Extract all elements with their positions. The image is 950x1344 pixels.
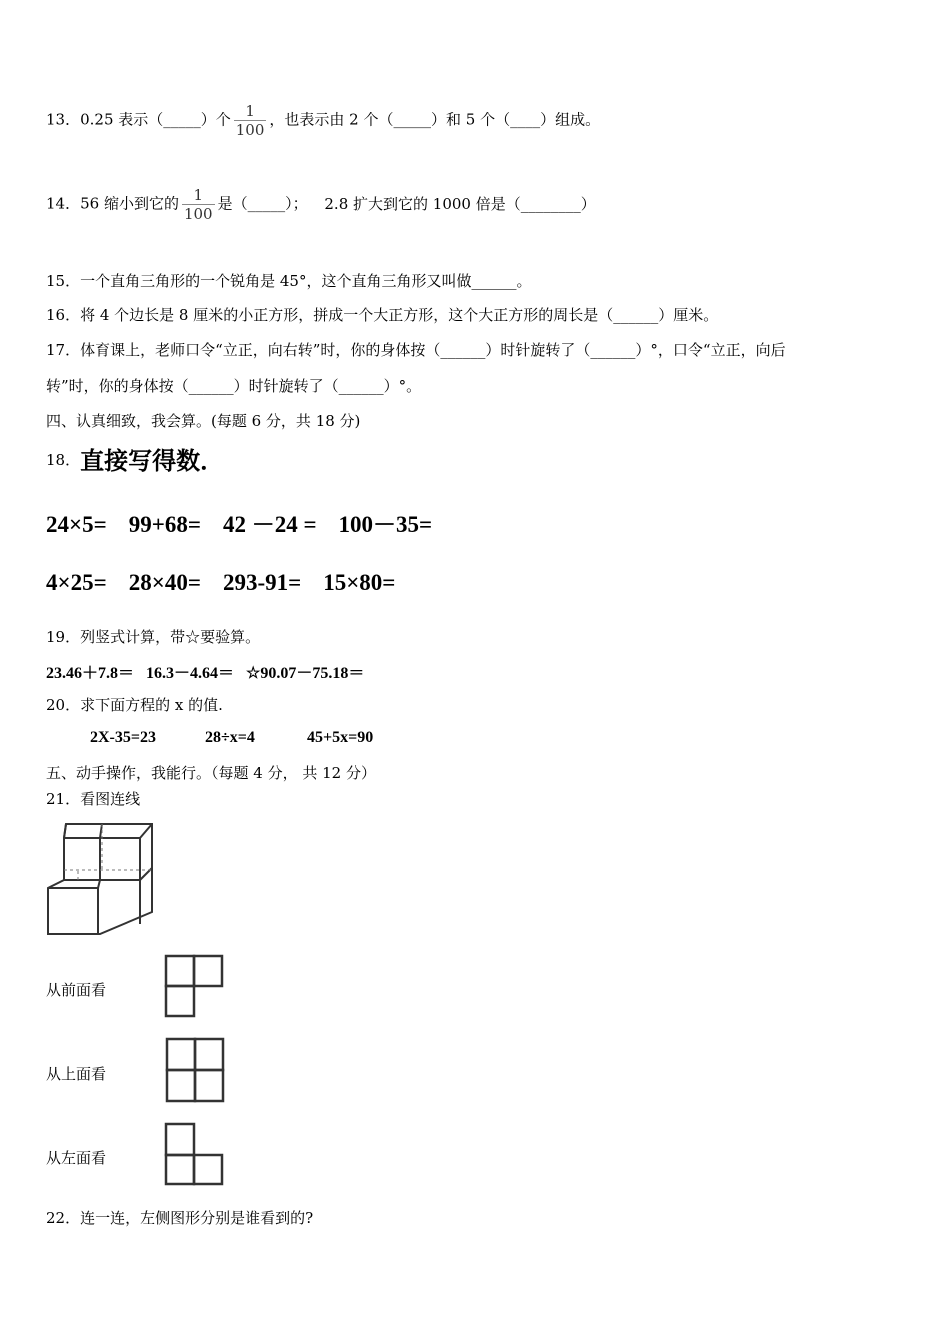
cube-stack-figure bbox=[44, 818, 158, 936]
vertical-calc-item: ☆90.07－75.18＝ bbox=[246, 665, 365, 682]
q18-number: 18． bbox=[46, 451, 81, 469]
question-19-title: 19．列竖式计算，带☆要验算。 bbox=[46, 628, 261, 646]
question-13 bbox=[46, 102, 600, 139]
calc-item: 4×25= bbox=[46, 570, 107, 595]
calc-row-2 bbox=[46, 570, 417, 596]
equation-item: 28÷x=4 bbox=[205, 729, 255, 746]
question-17-line-2: 转”时，你的身体按（______）时针旋转了（______）°。 bbox=[46, 377, 422, 395]
fraction bbox=[234, 102, 267, 139]
question-20-title: 20．求下面方程的 x 的值. bbox=[46, 696, 223, 714]
vertical-calc-item: 16.3－4.64＝ bbox=[146, 665, 235, 682]
view-label-front: 从前面看 bbox=[46, 981, 107, 999]
q13-text-b: ，也表示由 2 个（_____）和 5 个（____）组成。 bbox=[269, 110, 601, 129]
question-14 bbox=[46, 186, 596, 223]
left-view-figure bbox=[163, 1121, 225, 1187]
equation-item: 45+5x=90 bbox=[307, 729, 374, 746]
section-5-heading: 五、动手操作，我能行。（每题 4 分， 共 12 分） bbox=[46, 764, 376, 782]
q14-text-b: 是（_____）； bbox=[217, 194, 308, 213]
question-18 bbox=[46, 441, 224, 476]
fraction-numerator: 1 bbox=[245, 102, 255, 120]
question-16: 16．将 4 个边长是 8 厘米的小正方形，拼成一个大正方形，这个大正方形的周长是（______）厘米。 bbox=[46, 306, 719, 324]
question-15: 15．一个直角三角形的一个锐角是 45°，这个直角三角形又叫做______。 bbox=[46, 272, 532, 290]
fraction bbox=[182, 186, 215, 223]
view-label-top: 从上面看 bbox=[46, 1065, 107, 1083]
top-view-figure bbox=[163, 1036, 227, 1104]
calc-item: 293-91= bbox=[222, 570, 302, 595]
q14-text-c: 2.8 扩大到它的 1000 倍是（________） bbox=[324, 194, 596, 213]
view-label-left: 从左面看 bbox=[46, 1149, 107, 1167]
front-view-figure bbox=[163, 953, 225, 1019]
fraction-numerator: 1 bbox=[193, 186, 204, 204]
equation-item: 2X-35=23 bbox=[90, 729, 156, 746]
q14-text-a: 14．56 缩小到它的 bbox=[46, 194, 179, 213]
calc-item: 24×5= bbox=[46, 512, 107, 537]
calc-item: 99+68= bbox=[128, 512, 201, 537]
q18-title: 直接写得数． bbox=[80, 446, 225, 475]
section-4-heading: 四、认真细致，我会算。(每题 6 分，共 18 分) bbox=[46, 412, 361, 430]
question-17-line-1: 17．体育课上，老师口令“立正，向右转”时，你的身体按（______）时针旋转了（______）°，口令“立正，向后 bbox=[46, 341, 786, 359]
calc-item: 42 －24 = bbox=[222, 512, 317, 537]
calc-item: 15×80= bbox=[323, 570, 396, 595]
calc-item: 28×40= bbox=[128, 570, 201, 595]
vertical-calc-item: 23.46＋7.8＝ bbox=[46, 665, 135, 682]
question-22: 22．连一连，左侧图形分别是谁看到的? bbox=[46, 1209, 314, 1227]
calc-row-1 bbox=[46, 506, 454, 539]
fraction-denominator: 100 bbox=[183, 205, 213, 223]
calc-item: 100－35= bbox=[338, 512, 433, 537]
question-20-items bbox=[90, 729, 373, 747]
question-21-title: 21．看图连线 bbox=[46, 790, 141, 808]
q13-text-a: 13．0.25 表示（_____）个 bbox=[46, 110, 231, 129]
question-19-items bbox=[46, 660, 364, 683]
fraction-denominator: 100 bbox=[235, 121, 265, 139]
